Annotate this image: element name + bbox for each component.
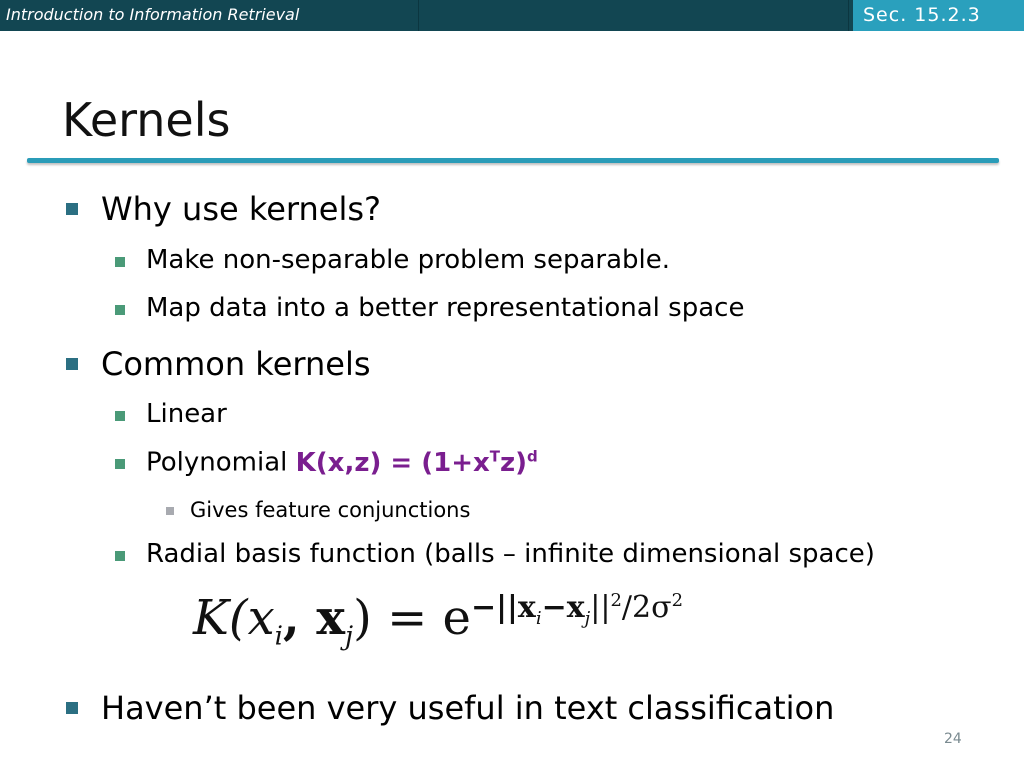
bullet-square-icon — [115, 305, 125, 315]
header-left-panel — [0, 0, 419, 31]
bullet-square-icon — [115, 551, 125, 561]
bullet-square-icon — [115, 257, 125, 267]
bullet-text-classification: Haven’t been very useful in text classification — [101, 689, 835, 727]
bullet-feature-conjunctions: Gives feature conjunctions — [190, 498, 471, 522]
bullet-common-kernels: Common kernels — [101, 345, 371, 383]
section-label: Sec. 15.2.3 — [863, 4, 981, 26]
bullet-linear: Linear — [146, 399, 227, 429]
bullet-non-separable: Make non-separable problem separable. — [146, 245, 671, 275]
polynomial-formula: $K(x,z) = (1+x^Tz)^d$ — [295, 447, 538, 478]
polynomial-label: Polynomial — [146, 447, 288, 478]
bullet-square-icon — [66, 702, 78, 714]
course-title: Introduction to Information Retrieval — [6, 5, 300, 24]
bullet-polynomial — [146, 447, 538, 478]
bullet-square-icon — [66, 203, 78, 215]
header-bar — [0, 0, 1024, 31]
bullet-square-icon — [115, 411, 125, 421]
bullet-map-data: Map data into a better representational space — [146, 293, 745, 323]
header-middle-panel — [418, 0, 849, 31]
title-rule — [27, 158, 999, 163]
section-box — [853, 0, 1024, 31]
bullet-why-use-kernels: Why use kernels? — [101, 190, 382, 228]
bullet-square-icon — [115, 459, 125, 469]
slide-title: Kernels — [62, 93, 231, 147]
bullet-square-icon — [66, 358, 78, 370]
bullet-square-icon — [166, 507, 174, 515]
rbf-equation: $K(x_i$, $x_j) = e^{-||x_i-x_j||^2/2\sigma^2}$ — [193, 590, 684, 652]
bullet-rbf: Radial basis function (balls – infinite dimensional space) — [146, 539, 875, 569]
page-number: 24 — [944, 731, 962, 747]
